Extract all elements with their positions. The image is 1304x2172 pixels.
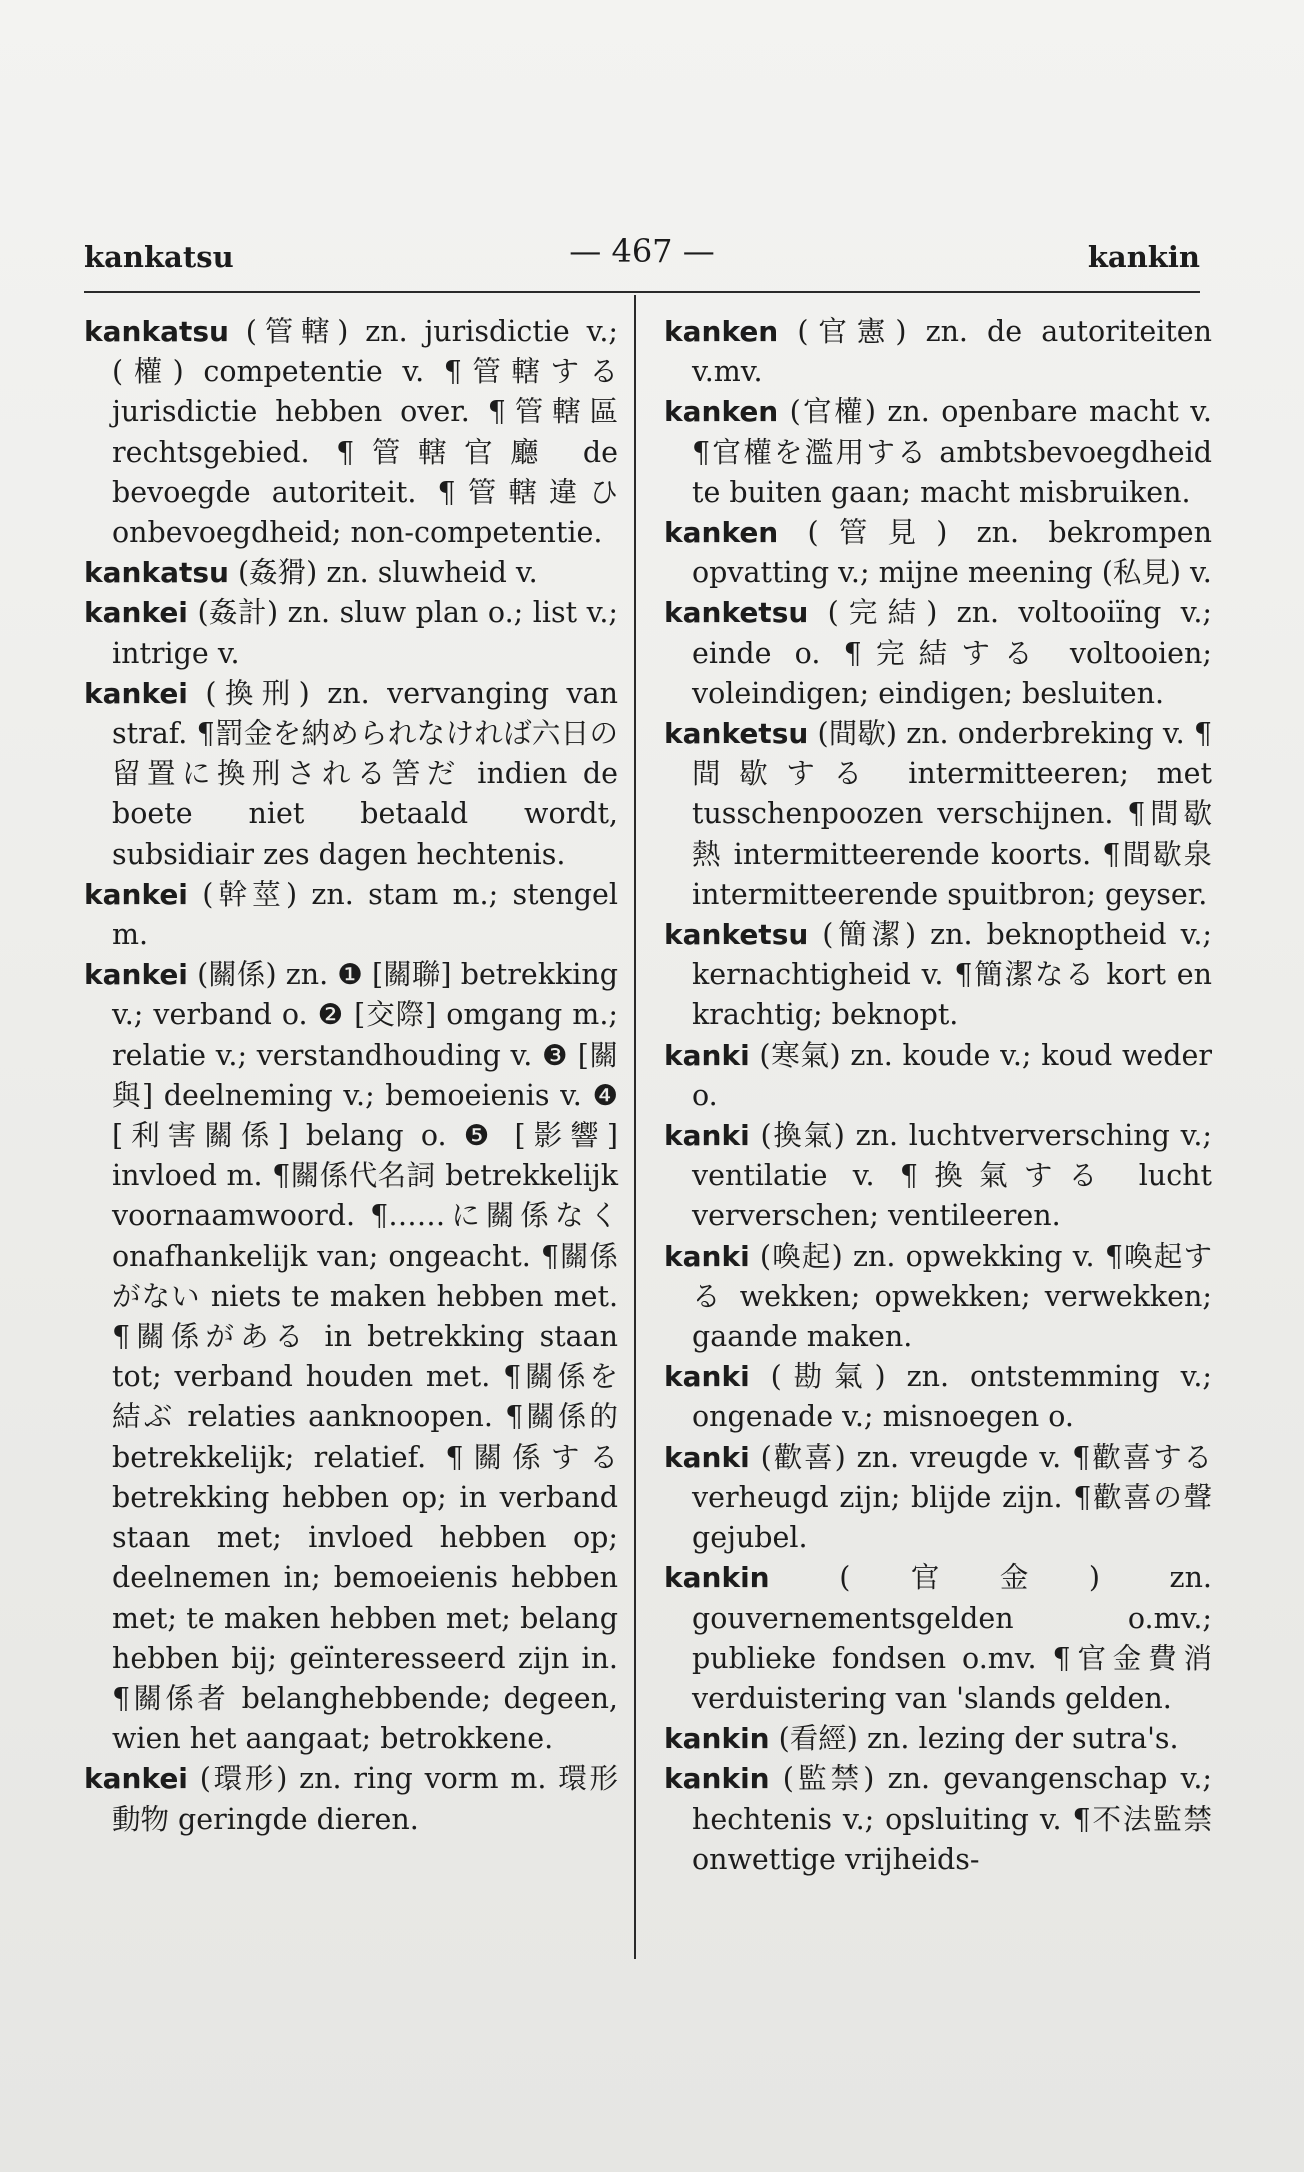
dictionary-entry xyxy=(84,875,618,955)
entry-headword: kanki xyxy=(664,1360,750,1394)
dictionary-entry xyxy=(664,1036,1212,1116)
entry-headword: kanketsu xyxy=(664,717,809,751)
entry-definition: (間歇) zn. onderbreking v. ¶間歇する intermitteeren; met tusschenpoozen verschijnen. ¶間歇熱 intermitteerende koorts. ¶間歇泉 intermitteerende spuitbron; geyser. xyxy=(692,717,1212,911)
dictionary-entry xyxy=(664,1357,1212,1437)
running-head-right: kankin xyxy=(1087,240,1200,274)
dictionary-entry xyxy=(664,1719,1212,1759)
entry-definition: (寒氣) zn. koude v.; koud weder o. xyxy=(692,1038,1213,1112)
entry-definition: (官權) zn. openbare macht v. ¶官權を濫用する ambtsbevoegdheid te buiten gaan; macht misbruiken. xyxy=(692,395,1212,509)
entry-definition: (管見) zn. bekrompen opvatting v.; mijne meening (私見) v. xyxy=(692,516,1212,590)
entry-definition: (姦猾) zn. sluwheid v. xyxy=(238,556,538,590)
column-divider xyxy=(634,295,636,1959)
right-column xyxy=(664,312,1212,1880)
entry-definition: (勘氣) zn. ontstemming v.; ongenade v.; misnoegen o. xyxy=(692,1360,1212,1434)
entry-headword: kankin xyxy=(664,1722,770,1756)
page-header xyxy=(84,232,1200,280)
dictionary-entry xyxy=(84,593,618,673)
entry-definition: (姦計) zn. sluw plan o.; list v.; intrige v. xyxy=(112,596,618,670)
entry-headword: kanken xyxy=(664,395,779,429)
entry-headword: kanken xyxy=(664,516,779,550)
entry-headword: kankei xyxy=(84,958,188,992)
header-rule xyxy=(84,291,1200,293)
dictionary-entry xyxy=(664,714,1212,915)
entry-headword: kanki xyxy=(664,1119,750,1153)
entry-headword: kankin xyxy=(664,1561,770,1595)
entry-definition: (喚起) zn. opwekking v. ¶喚起する wekken; opwekken; verwekken; gaande maken. xyxy=(692,1239,1213,1354)
dictionary-entry xyxy=(84,955,618,1759)
entry-headword: kanketsu xyxy=(664,918,809,952)
entry-definition: (簡潔) zn. beknoptheid v.; kernachtigheid v. ¶簡潔なる kort en krachtig; beknopt. xyxy=(692,918,1212,1032)
page-number: — 467 — xyxy=(569,232,715,270)
dictionary-entry xyxy=(664,1558,1212,1719)
dictionary-entry xyxy=(664,392,1212,513)
dictionary-entry xyxy=(664,312,1212,392)
entry-headword: kankei xyxy=(84,877,188,911)
entry-headword: kankei xyxy=(84,676,188,710)
dictionary-entry xyxy=(664,1237,1212,1358)
entry-definition: (完結) zn. voltooiïng v.; einde o. ¶完結する voltooien; voleindigen; eindigen; besluiten. xyxy=(692,596,1212,710)
entry-headword: kanki xyxy=(664,1239,750,1273)
entry-headword: kankatsu xyxy=(84,556,229,590)
entry-definition: (換刑) zn. vervanging van straf. ¶罰金を納められなければ六日の留置に換刑される筈だ indien de boete niet betaald wordt, subsidiair zes dagen hechtenis. xyxy=(112,676,618,871)
dictionary-entry xyxy=(84,1759,618,1839)
entry-headword: kanketsu xyxy=(664,596,809,630)
dictionary-entry xyxy=(664,1438,1212,1559)
entry-definition: (幹莖) zn. stam m.; stengel m. xyxy=(112,877,619,952)
entry-definition: (歡喜) zn. vreugde v. ¶歡喜する verheugd zijn; blijde zijn. ¶歡喜の聲 gejubel. xyxy=(692,1440,1213,1555)
entry-headword: kanki xyxy=(664,1440,750,1474)
entry-definition: (關係) zn. ❶ [關聯] betrekking v.; verband o. ❷ [交際] omgang m.; relatie v.; verstandhouding v. ❸ [關與] deelneming v.; bemoeienis v. ❹ [利害關係] belang o. ❺ [影響] invloed m. ¶關係代名詞 betrekkelijk voornaamwoord. ¶……に關係なく onafhankelijk van; ongeacht. ¶關係がない niets te maken hebben met. ¶關係がある in betrekking staan tot; verband houden met. ¶關係を結ぶ relaties aanknoopen. ¶關係的 betrekkelijk; relatief. ¶關係する betrekking hebben op; in verband staan met; invloed hebben op; deelnemen in; bemoeienis hebben met; te maken hebben met; belang hebben bij; geïnteresseerd zijn in. ¶關係者 belanghebbende; degeen, wien het aangaat; betrokkene. xyxy=(112,958,619,1756)
dictionary-entry xyxy=(664,513,1212,593)
entry-headword: kankei xyxy=(84,1762,188,1796)
left-column xyxy=(84,312,618,1840)
running-head-left: kankatsu xyxy=(84,240,234,274)
dictionary-entry xyxy=(84,674,618,875)
entry-headword: kanken xyxy=(664,315,779,348)
entry-definition: (管轄) zn. jurisdictie v.; (權) competentie v. ¶管轄する jurisdictie hebben over. ¶管轄區 rechtsgebied. ¶管轄官廳 de bevoegde autoriteit. ¶管轄違ひ onbevoegdheid; non-competentie. xyxy=(112,315,618,550)
entry-definition: (環形) zn. ring vorm m. 環形動物 geringde dieren. xyxy=(112,1762,619,1836)
dictionary-entry xyxy=(664,593,1212,714)
entry-headword: kankin xyxy=(664,1762,770,1796)
entry-headword: kankei xyxy=(84,596,188,630)
entry-definition: (看經) zn. lezing der sutra's. xyxy=(778,1722,1179,1756)
entry-headword: kankatsu xyxy=(84,315,229,348)
dictionary-entry xyxy=(664,1759,1212,1880)
dictionary-entry xyxy=(84,312,618,553)
entry-definition: (官憲) zn. de autoriteiten v.mv. xyxy=(692,315,1213,389)
dictionary-entry xyxy=(664,1116,1212,1237)
entry-definition: (官金) zn. gouvernementsgelden o.mv.; publieke fondsen o.mv. ¶官金費消 verduistering van 'slands gelden. xyxy=(692,1561,1212,1715)
entry-headword: kanki xyxy=(664,1038,750,1072)
dictionary-entry xyxy=(84,553,618,593)
entry-definition: (換氣) zn. luchtverversching v.; ventilatie v. ¶換氣する lucht ververschen; ventileeren. xyxy=(692,1119,1213,1233)
entry-definition: (監禁) zn. gevangenschap v.; hechtenis v.; opsluiting v. ¶不法監禁 onwettige vrijheids- xyxy=(692,1762,1212,1876)
dictionary-entry xyxy=(664,915,1212,1036)
